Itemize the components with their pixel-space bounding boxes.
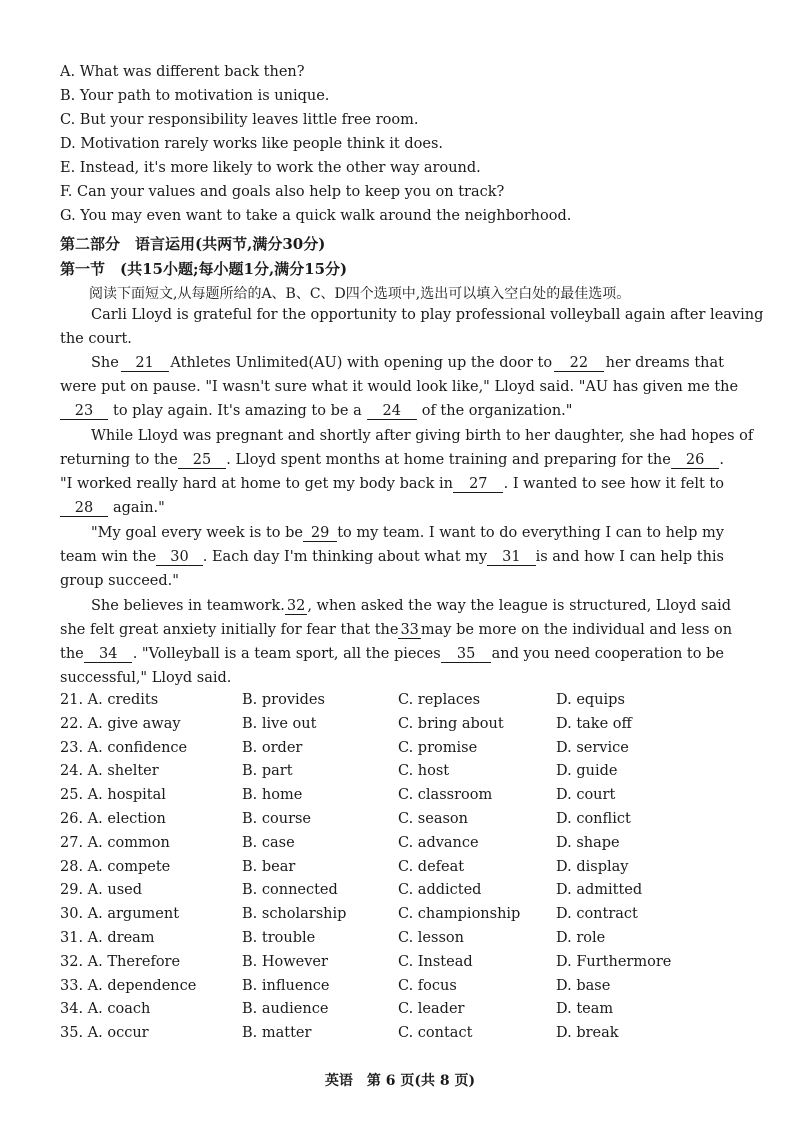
choice-b: B. case bbox=[242, 834, 295, 851]
text: to my team. I want to do everything I can to help my bbox=[337, 525, 724, 541]
choice-d: D. shape bbox=[556, 834, 620, 851]
passage-line bbox=[60, 500, 724, 517]
choice-d: D. contract bbox=[556, 906, 638, 923]
choice-b: B. provides bbox=[242, 692, 325, 708]
choice-c: C. focus bbox=[398, 977, 457, 994]
blank-21: 21 bbox=[121, 355, 169, 372]
blank-27: 27 bbox=[453, 476, 503, 493]
choice-a: 27. A. common bbox=[60, 834, 170, 851]
text: again." bbox=[113, 500, 165, 516]
choice-d: D. role bbox=[556, 929, 606, 946]
blank-32: 32 bbox=[286, 598, 306, 614]
choice-c: C. contact bbox=[398, 1025, 473, 1042]
passage-line: were put on pause. "I wasn't sure what it would look like," Lloyd said. "AU has given me the bbox=[60, 379, 739, 395]
text: is and how I can help this bbox=[535, 549, 724, 565]
blank-33: 33 bbox=[400, 622, 419, 638]
choice-d: D. break bbox=[556, 1025, 619, 1042]
choice-d: D. base bbox=[556, 977, 611, 994]
choice-c: C. host bbox=[398, 763, 450, 780]
text: "I worked really hard at home to get my body back in bbox=[60, 476, 453, 492]
choice-a: 24. A. shelter bbox=[60, 763, 159, 780]
blank-31: 31 bbox=[487, 549, 536, 566]
choice-c: C. defeat bbox=[398, 858, 465, 875]
text: . I wanted to see how it felt to bbox=[503, 476, 724, 492]
text: "My goal every week is to be bbox=[91, 525, 303, 541]
option-line: E. Instead, it's more likely to work the other way around. bbox=[60, 160, 481, 176]
choice-b: B. course bbox=[242, 810, 312, 827]
choice-d: D. take off bbox=[556, 715, 632, 732]
choice-a: 29. A. used bbox=[60, 882, 143, 899]
choice-row bbox=[60, 692, 740, 716]
choice-b: B. matter bbox=[242, 1025, 312, 1042]
choice-b: B. home bbox=[242, 787, 303, 804]
choice-row bbox=[60, 716, 740, 740]
passage-line bbox=[60, 622, 733, 639]
instruction: 阅读下面短文,从每题所给的A、B、C、D四个选项中,选出可以填入空白处的最佳选项。 bbox=[89, 286, 631, 302]
choice-c: C. addicted bbox=[398, 882, 482, 899]
text: she felt great anxiety initially for fear that the bbox=[60, 622, 399, 638]
choice-c: C. replaces bbox=[398, 692, 481, 708]
choice-a: 33. A. dependence bbox=[60, 977, 197, 994]
passage-line bbox=[60, 403, 724, 420]
choices-table bbox=[60, 692, 740, 1049]
choice-a: 23. A. confidence bbox=[60, 739, 188, 756]
choice-a: 34. A. coach bbox=[60, 1001, 151, 1018]
choice-row bbox=[60, 763, 740, 787]
choice-d: D. equips bbox=[556, 692, 625, 708]
passage-line: group succeed." bbox=[60, 573, 179, 589]
blank-30: 30 bbox=[156, 549, 203, 566]
text: and you need cooperation to be bbox=[491, 646, 724, 662]
text: team win the bbox=[60, 549, 157, 565]
text: . bbox=[719, 452, 724, 468]
choice-a: 22. A. give away bbox=[60, 715, 181, 732]
choice-row bbox=[60, 906, 740, 930]
choice-a: 30. A. argument bbox=[60, 906, 180, 923]
page-footer: 英语 第 6 页(共 8 页) bbox=[324, 1073, 476, 1089]
option-line: G. You may even want to take a quick walk around the neighborhood. bbox=[60, 208, 572, 224]
passage-line bbox=[91, 307, 764, 323]
choice-a: 21. A. credits bbox=[60, 692, 159, 708]
passage-line bbox=[60, 476, 724, 493]
blank-29: 29 bbox=[303, 525, 337, 542]
text: returning to the bbox=[60, 452, 178, 468]
blank-26: 26 bbox=[671, 452, 719, 469]
choice-c: C. championship bbox=[398, 906, 521, 923]
choice-row bbox=[60, 787, 740, 811]
choice-a: 26. A. election bbox=[60, 810, 166, 827]
text: may be more on the individual and less on bbox=[420, 622, 733, 638]
passage-line: While Lloyd was pregnant and shortly after giving birth to her daughter, she had hopes of bbox=[91, 428, 754, 444]
blank-28: 28 bbox=[60, 500, 108, 517]
option-line: F. Can your values and goals also help to keep you on track? bbox=[60, 184, 505, 200]
text: She bbox=[91, 355, 119, 371]
text: of the organization." bbox=[421, 403, 573, 419]
passage-line: the court. bbox=[60, 331, 132, 347]
choice-a: 32. A. Therefore bbox=[60, 953, 181, 970]
passage-line bbox=[60, 452, 724, 469]
choice-row bbox=[60, 978, 740, 1002]
choice-d: D. team bbox=[556, 1001, 614, 1018]
choice-row bbox=[60, 1001, 740, 1025]
blank-35: 35 bbox=[441, 646, 491, 663]
text: . "Volleyball is a team sport, all the pieces bbox=[132, 646, 441, 662]
passage-line bbox=[60, 646, 724, 663]
text: , when asked the way the league is structured, Lloyd said bbox=[307, 598, 732, 614]
blank-22: 22 bbox=[554, 355, 604, 372]
passage-line bbox=[60, 549, 724, 566]
passage-line: successful," Lloyd said. bbox=[60, 670, 232, 686]
choice-b: B. bear bbox=[242, 858, 296, 875]
choice-c: C. lesson bbox=[398, 929, 464, 946]
choice-c: C. Instead bbox=[398, 953, 473, 970]
text: . Lloyd spent months at home training and preparing for the bbox=[226, 452, 671, 468]
choice-c: C. season bbox=[398, 810, 468, 827]
choice-b: B. scholarship bbox=[242, 906, 347, 923]
blank-25: 25 bbox=[178, 452, 226, 469]
choice-c: C. leader bbox=[398, 1001, 465, 1018]
choice-b: B. However bbox=[242, 953, 328, 970]
choice-d: D. court bbox=[556, 787, 616, 804]
choice-d: D. Furthermore bbox=[556, 953, 672, 970]
choice-row bbox=[60, 811, 740, 835]
choice-b: B. live out bbox=[242, 715, 317, 732]
choice-row bbox=[60, 1025, 740, 1049]
choice-d: D. display bbox=[556, 858, 629, 875]
text: Athletes Unlimited(AU) with opening up the door to bbox=[170, 355, 553, 371]
option-line: A. What was different back then? bbox=[60, 64, 305, 80]
choice-c: C. bring about bbox=[398, 715, 504, 732]
choice-d: D. guide bbox=[556, 763, 618, 780]
choice-d: D. service bbox=[556, 739, 629, 756]
text: to play again. It's amazing to be a bbox=[113, 403, 362, 419]
text: . Each day I'm thinking about what my bbox=[202, 549, 488, 565]
text: Carli Lloyd is grateful for the opportunity to play professional volleyball again after leaving bbox=[91, 307, 764, 323]
choice-b: B. audience bbox=[242, 1001, 329, 1018]
choice-row bbox=[60, 882, 740, 906]
choice-d: D. admitted bbox=[556, 882, 643, 899]
option-line: D. Motivation rarely works like people think it does. bbox=[60, 136, 443, 152]
text: She believes in teamwork. bbox=[91, 598, 285, 614]
passage-line bbox=[91, 355, 724, 372]
blank-34: 34 bbox=[84, 646, 132, 663]
passage-line bbox=[91, 598, 732, 615]
choice-c: C. classroom bbox=[398, 787, 493, 804]
choice-row bbox=[60, 859, 740, 883]
blank-23: 23 bbox=[60, 403, 108, 420]
passage-line bbox=[91, 525, 724, 542]
choice-b: B. connected bbox=[242, 882, 338, 899]
choice-b: B. order bbox=[242, 739, 303, 756]
choice-b: B. part bbox=[242, 763, 293, 780]
section-heading: 第一节 (共15小题;每小题1分,满分15分) bbox=[60, 260, 348, 278]
text: the bbox=[60, 646, 84, 662]
choice-b: B. trouble bbox=[242, 929, 316, 946]
choice-row bbox=[60, 835, 740, 859]
choice-a: 35. A. occur bbox=[60, 1025, 149, 1042]
part-heading: 第二部分 语言运用(共两节,满分30分) bbox=[60, 235, 326, 253]
choice-row bbox=[60, 930, 740, 954]
choice-a: 28. A. compete bbox=[60, 858, 171, 875]
choice-c: C. promise bbox=[398, 739, 478, 756]
choice-a: 31. A. dream bbox=[60, 929, 155, 946]
choice-c: C. advance bbox=[398, 834, 479, 851]
option-line: B. Your path to motivation is unique. bbox=[60, 88, 330, 104]
option-line: C. But your responsibility leaves little free room. bbox=[60, 112, 419, 128]
choice-b: B. influence bbox=[242, 977, 330, 994]
choice-row bbox=[60, 740, 740, 764]
choice-d: D. conflict bbox=[556, 810, 631, 827]
choice-row bbox=[60, 954, 740, 978]
blank-24: 24 bbox=[367, 403, 417, 420]
choice-a: 25. A. hospital bbox=[60, 787, 166, 804]
text: her dreams that bbox=[605, 355, 724, 371]
